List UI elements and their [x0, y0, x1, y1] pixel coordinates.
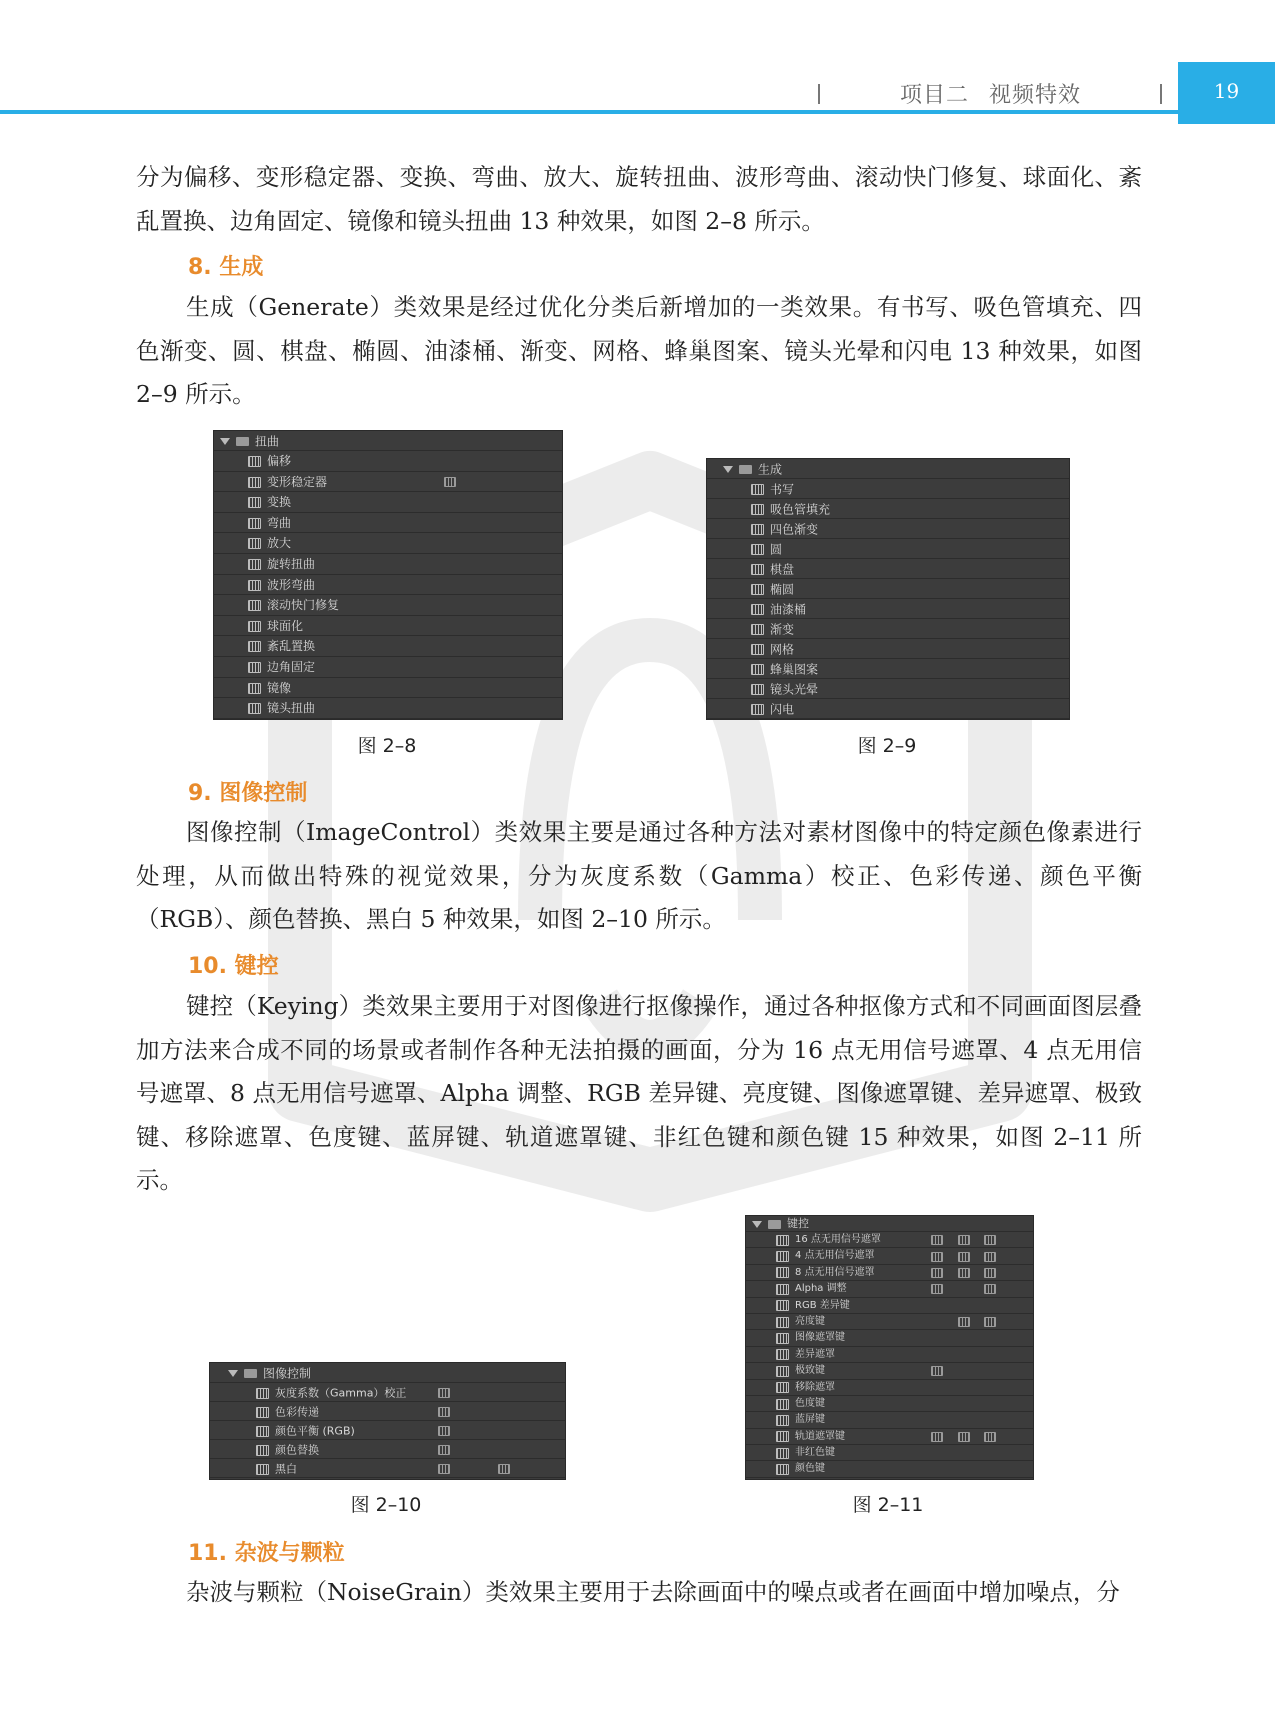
folder-label: 生成: [758, 462, 783, 477]
effect-label: 闪电: [770, 702, 795, 717]
accelerated-effect-icon: [931, 1252, 943, 1262]
page-number-box: [1178, 62, 1275, 124]
effects-panel-image-control: [209, 1362, 566, 1480]
effects-panel-generate: [706, 458, 1070, 720]
effect-label: 油漆桶: [770, 602, 807, 617]
effect-label: 16 点无用信号遮罩: [795, 1234, 881, 1245]
header-title: [900, 78, 1101, 109]
header-section-title: 视频特效: [989, 83, 1082, 108]
effect-icon: [776, 1267, 789, 1278]
accelerated-effect-icon: [438, 1407, 450, 1417]
expand-triangle-icon[interactable]: [752, 1221, 762, 1228]
effect-icon: [776, 1300, 789, 1311]
effect-item[interactable]: [707, 639, 1069, 659]
effect-list: [746, 1232, 1033, 1478]
accelerated-effect-icon: [444, 477, 456, 487]
effect-icon: [248, 621, 261, 632]
page-number: 19: [1213, 79, 1240, 103]
accelerated-effect-icon: [958, 1268, 970, 1278]
header-accent-bar: [0, 110, 1178, 114]
effect-icon: [776, 1382, 789, 1393]
effect-label: RGB 差异键: [795, 1299, 850, 1311]
effect-item[interactable]: [214, 616, 562, 637]
effect-icon: [248, 641, 261, 652]
effect-item[interactable]: [214, 575, 562, 596]
accelerated-effect-icon: [931, 1366, 943, 1376]
folder-label: 图像控制: [263, 1366, 312, 1381]
effect-item[interactable]: [214, 472, 562, 493]
accelerated-effect-icon: [984, 1317, 996, 1327]
effect-icon: [751, 504, 764, 515]
section-heading-image-control: 9. 图像控制: [188, 781, 308, 806]
effect-label: 蓝屏键: [795, 1414, 825, 1426]
effect-label: 镜头扭曲: [267, 701, 316, 716]
expand-triangle-icon[interactable]: [228, 1370, 238, 1377]
effect-item[interactable]: [214, 698, 562, 719]
effect-list: [210, 1383, 565, 1478]
accelerated-effect-icon: [498, 1464, 510, 1474]
effect-icon: [751, 564, 764, 575]
effect-icon: [248, 600, 261, 611]
effect-icon: [248, 477, 261, 488]
effect-item[interactable]: [214, 451, 562, 472]
effect-icon: [776, 1399, 789, 1410]
body-paragraph-2: 生成（Generate）类效果是经过优化分类后新增加的一类效果。有书写、吸色管填充、四色渐变、圆、棋盘、椭圆、油漆桶、渐变、网格、蜂巢图案、镜头光晕和闪电 13 种效果，如图 2–9 所示。: [136, 293, 1142, 408]
effect-label: 球面化: [267, 618, 304, 633]
effect-label: 吸色管填充: [770, 502, 831, 517]
effect-icon: [776, 1251, 789, 1262]
effect-label: 灰度系数（Gamma）校正: [275, 1386, 407, 1400]
effect-label: 棋盘: [770, 562, 795, 577]
folder-icon: [739, 465, 752, 474]
header-divider-right: [1160, 84, 1162, 104]
effect-label: 移除遮罩: [795, 1381, 835, 1393]
effect-item[interactable]: [707, 499, 1069, 519]
effect-label: 椭圆: [770, 582, 795, 597]
accelerated-effect-icon: [958, 1252, 970, 1262]
effect-item[interactable]: [746, 1429, 1033, 1445]
effect-item[interactable]: [707, 679, 1069, 699]
effect-item[interactable]: [746, 1412, 1033, 1428]
effect-item[interactable]: [746, 1298, 1033, 1314]
folder-row[interactable]: [707, 459, 1069, 479]
effect-icon: [776, 1235, 789, 1246]
body-paragraph-4: 键控（Keying）类效果主要用于对图像进行抠像操作，通过各种抠像方式和不同画面图层叠加方法来合成不同的场景或者制作各种无法拍摄的画面，分为 16 点无用信号遮罩、4 点无用信号遮罩、8 点无用信号遮罩、Alpha 调整、RGB 差异键、亮度键、图像遮罩键、差异遮罩、极致键、移除遮罩、色度键、蓝屏键、轨道遮罩键、非红色键和颜色键 15 种效果，如图 2–11 所示。: [136, 992, 1142, 1194]
effect-icon: [751, 624, 764, 635]
accelerated-effect-icon: [984, 1432, 996, 1442]
figure-caption-2-10: 图 2–10: [350, 1494, 422, 1516]
effect-item[interactable]: [707, 579, 1069, 599]
effect-icon: [256, 1407, 269, 1418]
folder-icon: [236, 437, 249, 446]
effect-item[interactable]: [707, 699, 1069, 719]
expand-triangle-icon[interactable]: [220, 438, 230, 445]
effect-icon: [751, 484, 764, 495]
effect-label: 书写: [770, 482, 795, 497]
folder-row[interactable]: [210, 1363, 565, 1383]
effect-item[interactable]: [746, 1445, 1033, 1461]
effect-icon: [256, 1388, 269, 1399]
effect-label: 变形稳定器: [267, 474, 328, 489]
effect-icon: [776, 1333, 789, 1344]
effect-item[interactable]: [214, 657, 562, 678]
section-heading-noise-grain: 11. 杂波与颗粒: [188, 1541, 345, 1566]
body-paragraph-3: 图像控制（ImageControl）类效果主要是通过各种方法对素材图像中的特定颜色像素进行处理，从而做出特殊的视觉效果，分为灰度系数（Gamma）校正、色彩传递、颜色平衡（RGB）、颜色替换、黑白 5 种效果，如图 2–10 所示。: [136, 818, 1142, 933]
effect-item[interactable]: [214, 678, 562, 699]
effect-label: 网格: [770, 642, 795, 657]
effect-item[interactable]: [746, 1380, 1033, 1396]
folder-label: 扭曲: [255, 434, 280, 449]
effect-icon: [248, 580, 261, 591]
effect-item[interactable]: [707, 599, 1069, 619]
effect-item[interactable]: [707, 519, 1069, 539]
effects-panel-keying: [745, 1215, 1034, 1480]
header-project: 项目二: [900, 83, 970, 108]
effect-label: 镜头光晕: [770, 682, 819, 697]
figure-caption-2-9: 图 2–9: [857, 735, 917, 757]
effect-icon: [256, 1445, 269, 1456]
effect-item[interactable]: [210, 1440, 565, 1459]
accelerated-effect-icon: [931, 1284, 943, 1294]
effect-item[interactable]: [707, 619, 1069, 639]
effect-item[interactable]: [746, 1363, 1033, 1379]
effect-label: 四色渐变: [770, 522, 819, 537]
effect-label: 黑白: [275, 1462, 297, 1476]
effects-panel-distort: [213, 430, 563, 720]
accelerated-effect-icon: [984, 1284, 996, 1294]
effect-item[interactable]: [746, 1347, 1033, 1363]
effect-label: 弯曲: [267, 515, 292, 530]
effect-icon: [248, 538, 261, 549]
effect-icon: [776, 1366, 789, 1377]
effect-label: 镜像: [267, 680, 292, 695]
effect-label: 圆: [770, 542, 783, 557]
effect-icon: [248, 518, 261, 529]
accelerated-effect-icon: [438, 1464, 450, 1474]
effect-icon: [751, 524, 764, 535]
effect-icon: [751, 584, 764, 595]
accelerated-effect-icon: [958, 1317, 970, 1327]
effect-item[interactable]: [214, 533, 562, 554]
effect-icon: [248, 703, 261, 714]
effect-item[interactable]: [746, 1330, 1033, 1346]
effect-label: 4 点无用信号遮罩: [795, 1250, 875, 1262]
effect-label: 8 点无用信号遮罩: [795, 1266, 875, 1278]
effect-icon: [248, 662, 261, 673]
effect-icon: [776, 1431, 789, 1442]
figure-caption-2-11: 图 2–11: [852, 1494, 924, 1516]
header-divider-left: [818, 84, 820, 104]
effect-label: 非红色键: [795, 1447, 835, 1459]
effect-list: [707, 479, 1069, 719]
effect-label: 紊乱置换: [267, 639, 316, 654]
effect-label: 极致键: [795, 1365, 825, 1377]
effect-label: 波形弯曲: [267, 577, 316, 592]
effect-list: [214, 451, 562, 719]
effect-item[interactable]: [214, 554, 562, 575]
effect-icon: [248, 559, 261, 570]
effect-icon: [776, 1415, 789, 1426]
accelerated-effect-icon: [984, 1268, 996, 1278]
effect-label: 渐变: [770, 622, 795, 637]
accelerated-effect-icon: [984, 1235, 996, 1245]
effect-item[interactable]: [746, 1232, 1033, 1248]
effect-icon: [256, 1426, 269, 1437]
effect-label: 色度键: [795, 1397, 825, 1409]
accelerated-effect-icon: [958, 1432, 970, 1442]
effect-item[interactable]: [214, 595, 562, 616]
effect-icon: [751, 604, 764, 615]
effect-label: 颜色键: [795, 1463, 825, 1475]
effect-item[interactable]: [214, 492, 562, 513]
expand-triangle-icon[interactable]: [723, 466, 733, 473]
accelerated-effect-icon: [438, 1388, 450, 1398]
accelerated-effect-icon: [984, 1252, 996, 1262]
effect-label: 变换: [267, 495, 292, 510]
effect-icon: [776, 1464, 789, 1475]
effect-item[interactable]: [707, 559, 1069, 579]
effect-item[interactable]: [746, 1281, 1033, 1297]
folder-icon: [768, 1220, 781, 1229]
folder-row[interactable]: [746, 1216, 1033, 1232]
effect-icon: [776, 1317, 789, 1328]
effect-icon: [248, 497, 261, 508]
effect-label: 蜂巢图案: [770, 662, 819, 677]
effect-item[interactable]: [707, 539, 1069, 559]
effect-label: 差异遮罩: [795, 1348, 835, 1360]
effect-item[interactable]: [210, 1421, 565, 1440]
effect-label: 色彩传递: [275, 1405, 319, 1419]
effect-item[interactable]: [746, 1314, 1033, 1330]
body-paragraph-1: 分为偏移、变形稳定器、变换、弯曲、放大、旋转扭曲、波形弯曲、滚动快门修复、球面化、紊乱置换、边角固定、镜像和镜头扭曲 13 种效果，如图 2–8 所示。: [136, 163, 1142, 235]
effect-item[interactable]: [707, 659, 1069, 679]
effect-label: 滚动快门修复: [267, 598, 340, 613]
effect-icon: [751, 664, 764, 675]
effect-icon: [751, 704, 764, 715]
effect-icon: [776, 1448, 789, 1459]
accelerated-effect-icon: [438, 1445, 450, 1455]
effect-item[interactable]: [746, 1248, 1033, 1264]
effect-icon: [248, 683, 261, 694]
effect-item[interactable]: [210, 1383, 565, 1402]
effect-icon: [256, 1464, 269, 1475]
folder-icon: [244, 1369, 257, 1378]
accelerated-effect-icon: [931, 1432, 943, 1442]
effect-icon: [248, 456, 261, 467]
effect-label: 旋转扭曲: [267, 557, 316, 572]
effect-item[interactable]: [210, 1402, 565, 1421]
effect-label: Alpha 调整: [795, 1283, 847, 1295]
section-heading-generate: 8. 生成: [188, 255, 264, 280]
effect-label: 放大: [267, 536, 292, 551]
effect-label: 边角固定: [267, 660, 316, 675]
accelerated-effect-icon: [931, 1235, 943, 1245]
section-heading-keying: 10. 键控: [188, 954, 279, 979]
effect-label: 图像遮罩键: [795, 1332, 845, 1344]
effect-icon: [776, 1284, 789, 1295]
folder-row[interactable]: [214, 431, 562, 451]
effect-item[interactable]: [707, 479, 1069, 499]
effect-label: 颜色平衡 (RGB): [275, 1424, 355, 1438]
effect-item[interactable]: [210, 1459, 565, 1478]
effect-label: 轨道遮罩键: [795, 1430, 845, 1442]
folder-label: 键控: [787, 1217, 809, 1230]
effect-item[interactable]: [746, 1265, 1033, 1281]
effect-label: 颜色替换: [275, 1443, 319, 1457]
effect-item[interactable]: [746, 1396, 1033, 1412]
effect-label: 偏移: [267, 454, 292, 469]
effect-icon: [751, 544, 764, 555]
accelerated-effect-icon: [438, 1426, 450, 1436]
body-paragraph-5: 杂波与颗粒（NoiseGrain）类效果主要用于去除画面中的噪点或者在画面中增加噪点，分: [186, 1578, 1120, 1606]
effect-icon: [776, 1349, 789, 1360]
accelerated-effect-icon: [958, 1235, 970, 1245]
effect-item[interactable]: [214, 513, 562, 534]
effect-icon: [751, 644, 764, 655]
effect-label: 亮度键: [795, 1315, 825, 1327]
effect-item[interactable]: [214, 636, 562, 657]
figure-caption-2-8: 图 2–8: [357, 735, 417, 757]
effect-icon: [751, 684, 764, 695]
accelerated-effect-icon: [931, 1268, 943, 1278]
effect-item[interactable]: [746, 1461, 1033, 1477]
